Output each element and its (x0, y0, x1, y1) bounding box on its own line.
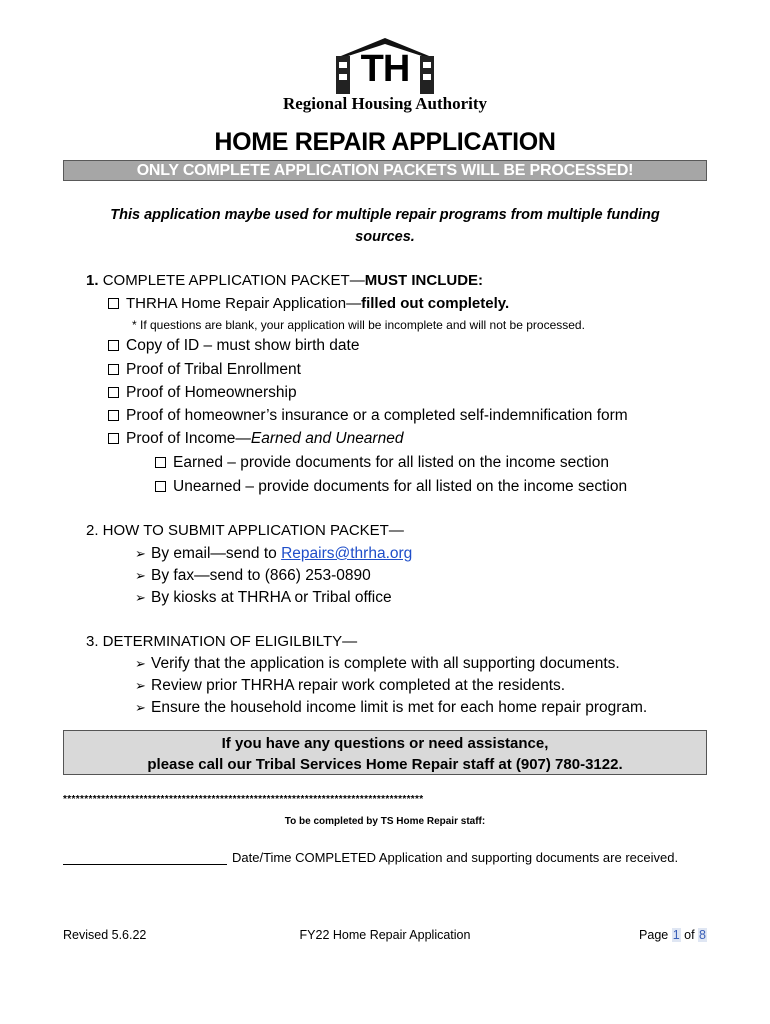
item-label-italic: Earned and Unearned (250, 430, 404, 447)
item-label: Proof of Homeownership (126, 384, 297, 401)
email-prefix: By email—send to (151, 545, 282, 562)
checklist-subitem-unearned[interactable] (155, 478, 627, 496)
checkbox-icon[interactable] (108, 387, 119, 398)
checkbox-icon[interactable] (108, 410, 119, 421)
logo (274, 36, 496, 118)
arrow-bullet-icon: ➢ (135, 678, 146, 693)
arrow-bullet-icon: ➢ (135, 568, 146, 583)
footer-title: FY22 Home Repair Application (299, 928, 471, 942)
checklist-item-homeownership[interactable] (108, 384, 297, 402)
section1-heading-text: COMPLETE APPLICATION PACKET— (102, 272, 365, 289)
checklist-item-insurance[interactable] (108, 407, 628, 425)
kiosk-text: By kiosks at THRHA or Tribal office (151, 589, 392, 606)
item-label: Proof of homeowner’s insurance or a completed self-indemnification form (126, 407, 628, 424)
of-word: of (680, 928, 699, 942)
logo-name: Regional Housing Authority (282, 94, 488, 113)
item-label: Unearned – provide documents for all listed on the income section (173, 478, 628, 495)
section1-heading (86, 272, 483, 289)
section3-heading: 3. DETERMINATION OF ELIGILBILTY— (86, 633, 358, 650)
bullet-text: Review prior THRHA repair work completed at the residents. (151, 677, 566, 694)
page-total: 8 (699, 928, 706, 942)
item-label: Copy of ID – must show birth date (126, 337, 360, 354)
checkbox-icon[interactable] (108, 433, 119, 444)
questions-line2: please call our Tribal Services Home Repair staff at (907) 780-3122. (147, 756, 623, 773)
section1-number: 1. (86, 272, 99, 289)
email-link[interactable]: Repairs@thrha.org (281, 545, 413, 562)
checkbox-icon[interactable] (155, 481, 166, 492)
checklist-item-income[interactable] (108, 430, 403, 448)
checklist-item-id[interactable] (108, 337, 359, 355)
checkbox-icon[interactable] (155, 457, 166, 468)
questions-box (63, 730, 707, 775)
submit-kiosk (135, 589, 392, 607)
item-label: THRHA Home Repair Application— (126, 295, 362, 312)
item-label-bold: filled out completely. (361, 295, 510, 312)
page-word: Page (639, 928, 672, 942)
checkbox-icon[interactable] (108, 298, 119, 309)
completed-label: Date/Time COMPLETED Application and supporting documents are received. (232, 850, 679, 865)
arrow-bullet-icon: ➢ (135, 700, 146, 715)
submit-fax (135, 567, 371, 585)
checklist-subitem-earned[interactable] (155, 454, 609, 472)
separator-stars: ************************************************************************************* (63, 794, 424, 805)
revised-date: Revised 5.6.22 (63, 928, 147, 942)
bullet-text: Verify that the application is complete with all supporting documents. (151, 655, 620, 672)
arrow-bullet-icon: ➢ (135, 656, 146, 671)
page-indicator (639, 928, 707, 942)
item-label: Earned – provide documents for all listed on the income section (173, 454, 609, 471)
submit-email (135, 545, 412, 563)
arrow-bullet-icon: ➢ (135, 590, 146, 605)
processing-banner: ONLY COMPLETE APPLICATION PACKETS WILL BE PROCESSED! (63, 160, 707, 181)
arrow-bullet-icon: ➢ (135, 546, 146, 561)
item-label: Proof of Income— (126, 430, 251, 447)
section2-heading: 2. HOW TO SUBMIT APPLICATION PACKET— (86, 522, 404, 539)
fax-text: By fax—send to (866) 253-0890 (151, 567, 371, 584)
intro-text: This application maybe used for multiple repair programs from multiple funding sources. (110, 207, 660, 245)
checkbox-icon[interactable] (108, 364, 119, 375)
logo-letters: TH (360, 48, 410, 90)
bullet-text: Ensure the household income limit is met for each home repair program. (151, 699, 648, 716)
section1-heading-bold: MUST INCLUDE: (364, 272, 484, 289)
questions-line1: If you have any questions or need assistance, (221, 735, 549, 752)
eligibility-bullet (135, 699, 647, 717)
checklist-item-enrollment[interactable] (108, 361, 301, 379)
checklist-item-application[interactable] (108, 295, 509, 312)
page-number[interactable]: 1 (672, 928, 680, 942)
incomplete-note: * If questions are blank, your application will be incomplete and will not be processed. (132, 318, 585, 332)
eligibility-bullet (135, 655, 620, 673)
checkbox-icon[interactable] (108, 340, 119, 351)
page-title: HOME REPAIR APPLICATION (214, 128, 556, 156)
eligibility-bullet (135, 677, 565, 695)
date-time-blank-field[interactable] (63, 864, 227, 865)
staff-label: To be completed by TS Home Repair staff: (284, 816, 486, 827)
item-label: Proof of Tribal Enrollment (126, 361, 301, 378)
